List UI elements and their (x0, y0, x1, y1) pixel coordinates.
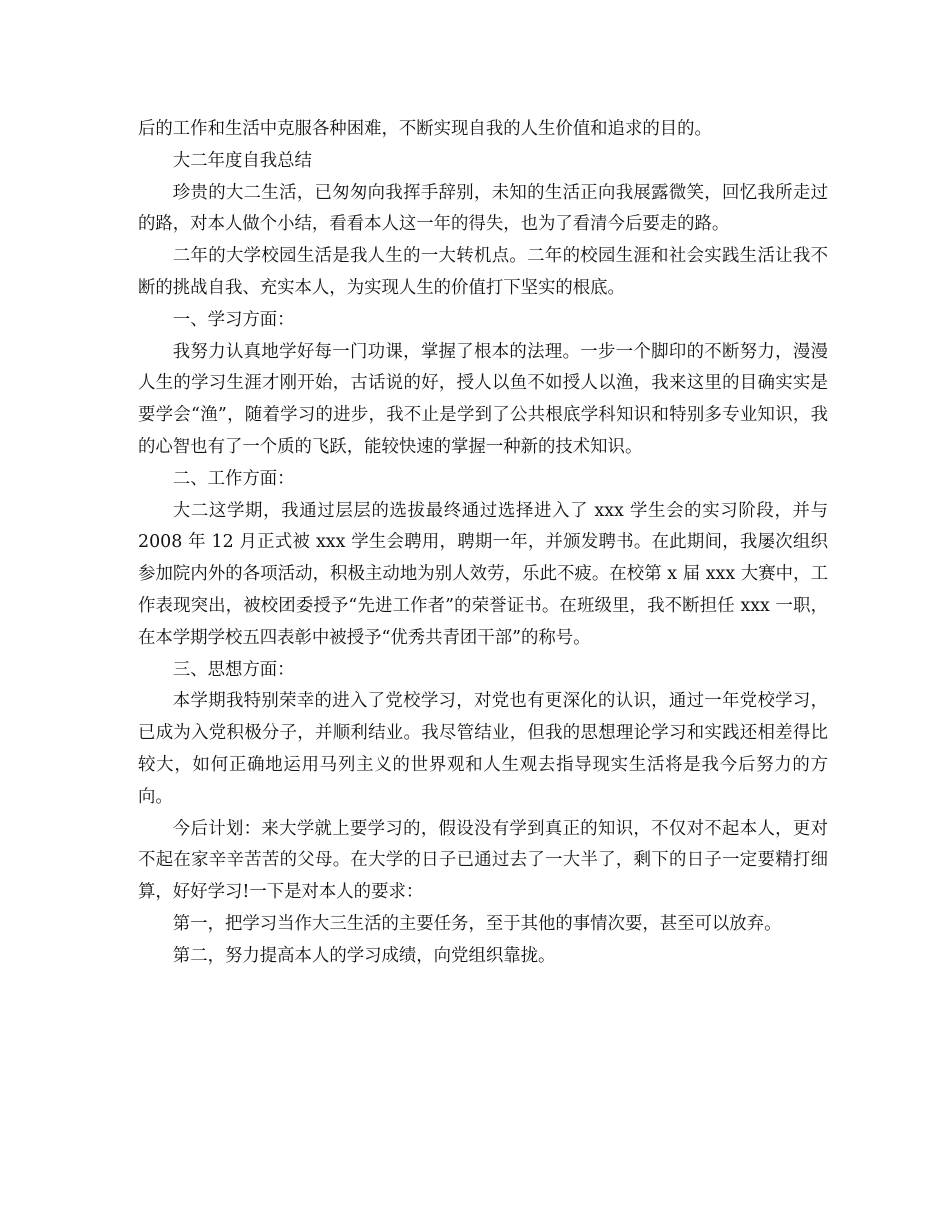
plan-item-second: 第二，努力提高本人的学习成绩，向党组织靠拢。 (172, 945, 556, 966)
paragraph-study: 我努力认真地学好每一门功课，掌握了根本的法理。一步一个脚印的不断努力，漫漫人生的学习生涯才刚开始，古话说的好，授人以鱼不如授人以渔，我来这里的目确实实是要学会“渔”，随着学习的进步，我不止是学到了公共根底学科知识和特别多专业知识，我的心智也有了一个质的飞跃，能较快速的掌握一种新的技术知识。 (138, 341, 828, 457)
paragraph-continuation: 后的工作和生活中克服各种困难，不断实现自我的人生价值和追求的目的。 (138, 119, 712, 139)
section-title: 大二年度自我总结 (172, 150, 312, 171)
plan-item-first: 第一，把学习当作大三生活的主要任务，至于其他的事情次要，甚至可以放弃。 (172, 913, 782, 934)
heading-work: 二、工作方面： (172, 468, 295, 489)
paragraph-work: 大二这学期，我通过层层的选拔最终通过选择进入了 xxx 学生会的实习阶段，并与 2008 年 12 月正式被 xxx 学生会聘用，聘期一年，并颁发聘书。在此期间，我屡次组织参加院内外的各项活动，积极主动地为别人效劳，乐此不疲。在校第 x 届 xxx 大赛中，工作表现突出，被校团委授予“先进工作者”的荣誉证书。在班级里，我不断担任 xxx 一职，在本学期学校五四表彰中被授予“优秀共青团干部”的称号。 (138, 500, 828, 648)
paragraph-plan: 今后计划：来大学就上要学习的，假设没有学到真正的知识，不仅对不起本人，更对不起在家辛辛苦苦的父母。在大学的日子已通过去了一大半了，剩下的日子一定要精打细算，好好学习!一下是对本人的要求： (138, 818, 828, 903)
paragraph-thought: 本学期我特别荣幸的进入了党校学习，对党也有更深化的认识，通过一年党校学习，已成为入党积极分子，并顺利结业。我尽管结业，但我的思想理论学习和实践还相差得比较大，如何正确地运用马列主义的世界观和人生观去指导现实生活将是我今后努力的方向。 (138, 691, 828, 807)
paragraph-overview: 二年的大学校园生活是我人生的一大转机点。二年的校园生涯和社会实践生活让我不断的挑战自我、充实本人，为实现人生的价值打下坚实的根底。 (138, 246, 828, 298)
heading-thought: 三、思想方面： (172, 659, 295, 680)
heading-study: 一、学习方面： (172, 309, 295, 330)
paragraph-intro: 珍贵的大二生活，已匆匆向我挥手辞别，未知的生活正向我展露微笑，回忆我所走过的路，对本人做个小结，看看本人这一年的得失，也为了看清今后要走的路。 (138, 182, 828, 235)
document-page (138, 114, 828, 973)
